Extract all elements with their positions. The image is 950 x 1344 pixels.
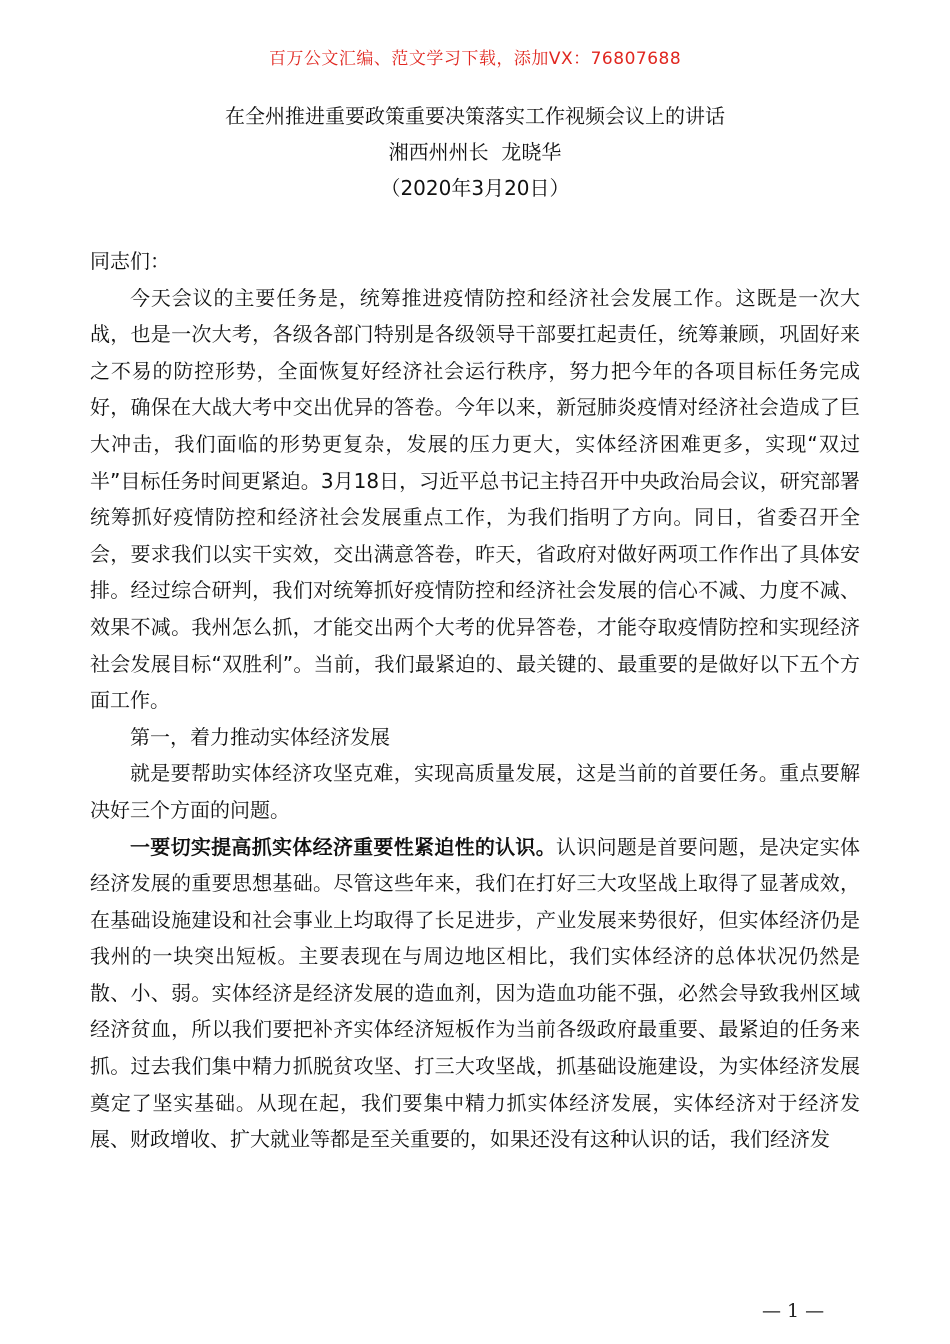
document-date: （2020年3月20日） <box>380 176 570 200</box>
section-heading: 第一，着力推动实体经济发展 <box>130 724 390 749</box>
point-one-text: 认识问题是首要问题，是决定实体经济发展的重要思想基础。尽管这些年来，我们在打好三大攻坚战上取得了显著成效，在基础设施建设和社会事业上均取得了长足进步，产业发展来势很好，但实体经济仍是我州的一块突出短板。主要表现在与周边地区相比，我们实体经济的总体状况仍然是散、小、弱。实体经济是经济发展的造血剂，因为造血功能不强，必然会导致我州区域经济贫血，所以我们要把补齐实体经济短板作为当前各级政府最重要、最紧迫的任务来抓。过去我们集中精力抓脱贫攻坚、打三大攻坚战，抓基础设施建设，为实体经济发展奠定了坚实基础。从现在起，我们要集中精力抓实体经济发展，实体经济对于经济发展、财政增收、扩大就业等都是至关重要的，如果还没有这种认识的话，我们经济发 <box>90 834 860 1152</box>
point-one-heading: 一要切实提高抓实体经济重要性紧迫性的认识。 <box>130 834 556 859</box>
salutation: 同志们： <box>90 249 170 273</box>
document-body <box>90 243 860 1158</box>
page-number: — 1 — <box>762 1300 825 1322</box>
document-title: 在全州推进重要政策重要决策落实工作视频会议上的讲话 <box>225 104 725 128</box>
paragraph-point-one <box>90 829 860 1158</box>
paragraph-intro: 今天会议的主要任务是，统筹推进疫情防控和经济社会发展工作。这既是一次大战，也是一次大考，各级各部门特别是各级领导干部要扛起责任，统筹兼顾，巩固好来之不易的防控形势，全面恢复好经济社会运行秩序，努力把今年的各项目标任务完成好，确保在大战大考中交出优异的答卷。今年以来，新冠肺炎疫情对经济社会造成了巨大冲击，我们面临的形势更复杂，发展的压力更大，实体经济困难更多，实现“双过半”目标任务时间更紧迫。3月18日，习近平总书记主持召开中央政治局会议，研究部署统筹抓好疫情防控和经济社会发展重点工作，为我们指明了方向。同日，省委召开全会，要求我们以实干实效，交出满意答卷，昨天，省政府对做好两项工作作出了具体安排。经过综合研判，我们对统筹抓好疫情防控和经济社会发展的信心不减、力度不减、效果不减。我州怎么抓，才能交出两个大考的优异答卷，才能夺取疫情防控和实现经济社会发展目标“双胜利”。当前，我们最紧迫的、最关键的、最重要的是做好以下五个方面工作。 <box>90 285 860 713</box>
document-header <box>0 98 950 206</box>
paragraph-section-summary: 就是要帮助实体经济攻坚克难，实现高质量发展，这是当前的首要任务。重点要解决好三个方面的问题。 <box>90 761 860 822</box>
document-author: 湘西州州长 龙晓华 <box>388 140 562 164</box>
watermark-banner: 百万公文汇编、范文学习下载，添加VX：76807688 <box>268 49 682 69</box>
